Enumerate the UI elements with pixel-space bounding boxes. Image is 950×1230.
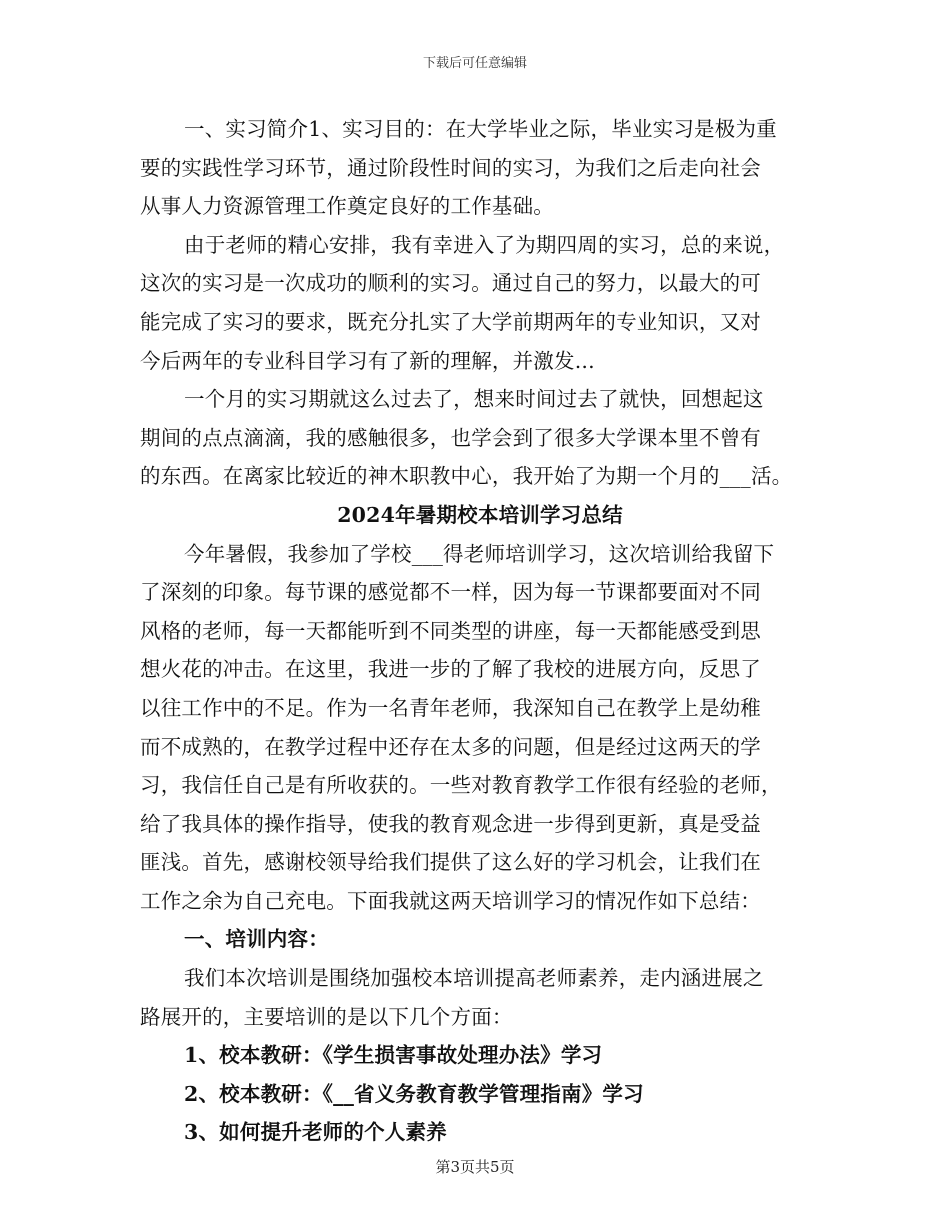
paragraph-line: 我们本次培训是围绕加强校本培训提高老师素养，走内涵进展之 [184, 966, 764, 991]
paragraph-line: 以往工作中的不足。作为一名青年老师，我深知自己在教学上是幼稚 [140, 695, 761, 720]
paragraph-line: 由于老师的精心安排，我有幸进入了为期四周的实习，总的来说， [184, 232, 785, 257]
list-item: 1、校本教研：《学生损害事故处理办法》学习 [184, 1043, 603, 1068]
list-item: 2、校本教研：《__省义务教育教学管理指南》学习 [184, 1081, 644, 1106]
paragraph-line: 路展开的，主要培训的是以下几个方面： [140, 1004, 513, 1029]
page-footer: 第3页共5页 [435, 1158, 515, 1176]
document-body [140, 110, 820, 1152]
section-title: 2024年暑期校本培训学习总结 [337, 502, 623, 527]
paragraph-line: 了深刻的印象。每节课的感觉都不一样，因为每一节课都要面对不同 [140, 580, 761, 605]
paragraph-line: 的东西。在离家比较近的神木职教中心，我开始了为期一个月的___活。 [140, 464, 793, 489]
paragraph-line: 从事人力资源管理工作奠定良好的工作基础。 [140, 194, 554, 219]
paragraph-line: 今年暑假，我参加了学校___得老师培训学习，这次培训给我留下 [184, 541, 775, 566]
paragraph-line: 期间的点点滴滴，我的感触很多，也学会到了很多大学课本里不曾有 [140, 425, 761, 450]
paragraph-line: 而不成熟的，在教学过程中还存在太多的问题，但是经过这两天的学 [140, 734, 761, 759]
paragraph-line: 这次的实习是一次成功的顺利的实习。通过自己的努力，以最大的可 [140, 271, 761, 296]
paragraph-line: 一、实习简介1、实习目的：在大学毕业之际，毕业实习是极为重 [184, 117, 777, 141]
paragraph-line: 匪浅。首先，感谢校领导给我们提供了这么好的学习机会，让我们在 [140, 850, 761, 875]
paragraph-line: 一个月的实习期就这么过去了，想来时间过去了就快，回想起这 [184, 387, 764, 412]
paragraph-line: 风格的老师，每一天都能听到不同类型的讲座，每一天都能感受到思 [140, 618, 761, 643]
paragraph-line: 今后两年的专业科目学习有了新的理解，并激发... [140, 348, 595, 373]
paragraph-line: 要的实践性学习环节，通过阶段性时间的实习，为我们之后走向社会 [140, 155, 761, 180]
list-item: 3、如何提升老师的个人素养 [184, 1120, 447, 1145]
page-header: 下载后可任意编辑 [422, 56, 527, 71]
paragraph-line: 给了我具体的操作指导，使我的教育观念进一步得到更新，真是受益 [140, 811, 761, 836]
subheading: 一、培训内容： [184, 927, 329, 952]
paragraph-line: 工作之余为自己充电。下面我就这两天培训学习的情况作如下总结： [140, 888, 761, 913]
paragraph-line: 习，我信任自己是有所收获的。一些对教育教学工作很有经验的老师， [140, 773, 782, 798]
paragraph-line: 想火花的冲击。在这里，我进一步的了解了我校的进展方向，反思了 [140, 657, 761, 682]
paragraph-line: 能完成了实习的要求，既充分扎实了大学前期两年的专业知识，又对 [140, 309, 761, 334]
